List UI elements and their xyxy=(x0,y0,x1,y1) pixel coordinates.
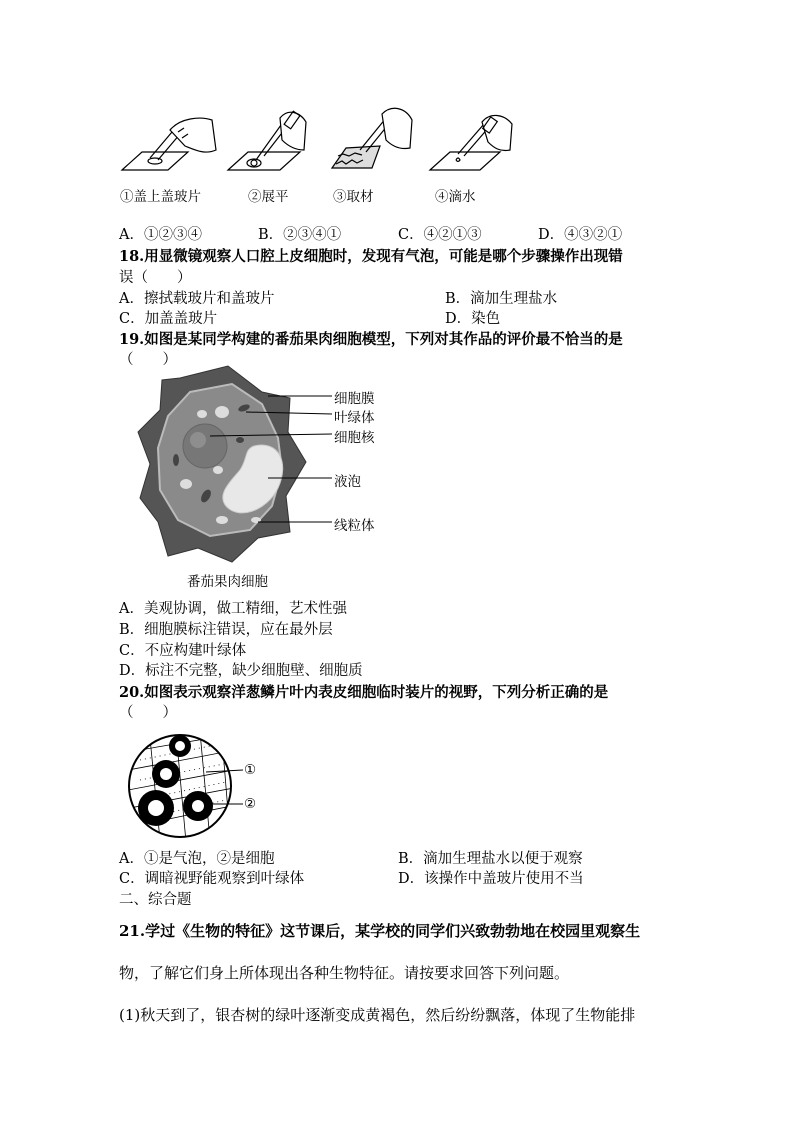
q17-option-a: A．①②③④ xyxy=(119,227,202,243)
q21-line1: 21.学过《生物的特征》这节课后，某学校的同学们兴致勃勃地在校园里观察生 xyxy=(119,922,641,940)
q20-option-b: B．滴加生理盐水以便于观察 xyxy=(398,851,583,867)
q20-option-c: C．调暗视野能观察到叶绿体 xyxy=(119,871,305,887)
label-vacuole: 液泡 xyxy=(334,474,361,490)
q20-stem-line2: （ ） xyxy=(119,705,177,721)
q20-option-a: A．①是气泡，②是细胞 xyxy=(119,851,275,867)
q18-option-c: C．加盖盖玻片 xyxy=(119,311,218,327)
q21-line3: (1)秋天到了，银杏树的绿叶逐渐变成黄褐色，然后纷纷飘落，体现了生物能排 xyxy=(119,1006,636,1024)
q19-stem-line2: （ ） xyxy=(119,352,177,368)
label-nucleus: 细胞核 xyxy=(334,430,375,446)
label-chloroplast: 叶绿体 xyxy=(334,410,375,426)
q17-option-c: C．④②①③ xyxy=(398,227,482,243)
q18-option-d: D．染色 xyxy=(445,311,501,327)
q19-option-a: A．美观协调，做工精细，艺术性强 xyxy=(119,601,347,617)
q19-option-b: B．细胞膜标注错误，应在最外层 xyxy=(119,622,333,638)
q21-line2: 物，了解它们身上所体现出各种生物特征。请按要求回答下列问题。 xyxy=(119,964,570,982)
q18-option-a: A．擦拭载玻片和盖玻片 xyxy=(119,291,275,307)
label-mitochondria: 线粒体 xyxy=(334,518,375,534)
q17-option-d: D．④③②① xyxy=(538,227,623,243)
label-1: ① xyxy=(244,762,257,778)
label-2: ② xyxy=(244,796,257,812)
q17-option-b: B．②③④① xyxy=(258,227,342,243)
step-label-3: ③取材 xyxy=(333,189,374,205)
step-label-4: ④滴水 xyxy=(435,189,476,205)
q19-stem-line1: 19.如图是某同学构建的番茄果肉细胞模型，下列对其作品的评价最不恰当的是 xyxy=(119,331,623,348)
section-title: 二、综合题 xyxy=(119,892,192,908)
q20-stem-line1: 20.如图表示观察洋葱鳞片叶内表皮细胞临时装片的视野，下列分析正确的是 xyxy=(119,684,609,701)
q18-stem-line2: 误（ ） xyxy=(119,270,192,286)
q18-stem-line1: 18.用显微镜观察人口腔上皮细胞时，发现有气泡，可能是哪个步骤操作出现错 xyxy=(119,248,623,265)
q19-option-d: D．标注不完整，缺少细胞壁、细胞质 xyxy=(119,663,363,679)
step-label-1: ①盖上盖玻片 xyxy=(120,189,201,205)
q20-option-d: D．该操作中盖玻片使用不当 xyxy=(398,871,584,887)
label-cell-membrane: 细胞膜 xyxy=(334,391,375,407)
q19-option-c: C．不应构建叶绿体 xyxy=(119,643,247,659)
figure-caption: 番茄果肉细胞 xyxy=(187,574,268,590)
step-label-2: ②展平 xyxy=(248,189,289,205)
q18-option-b: B．滴加生理盐水 xyxy=(445,291,558,307)
